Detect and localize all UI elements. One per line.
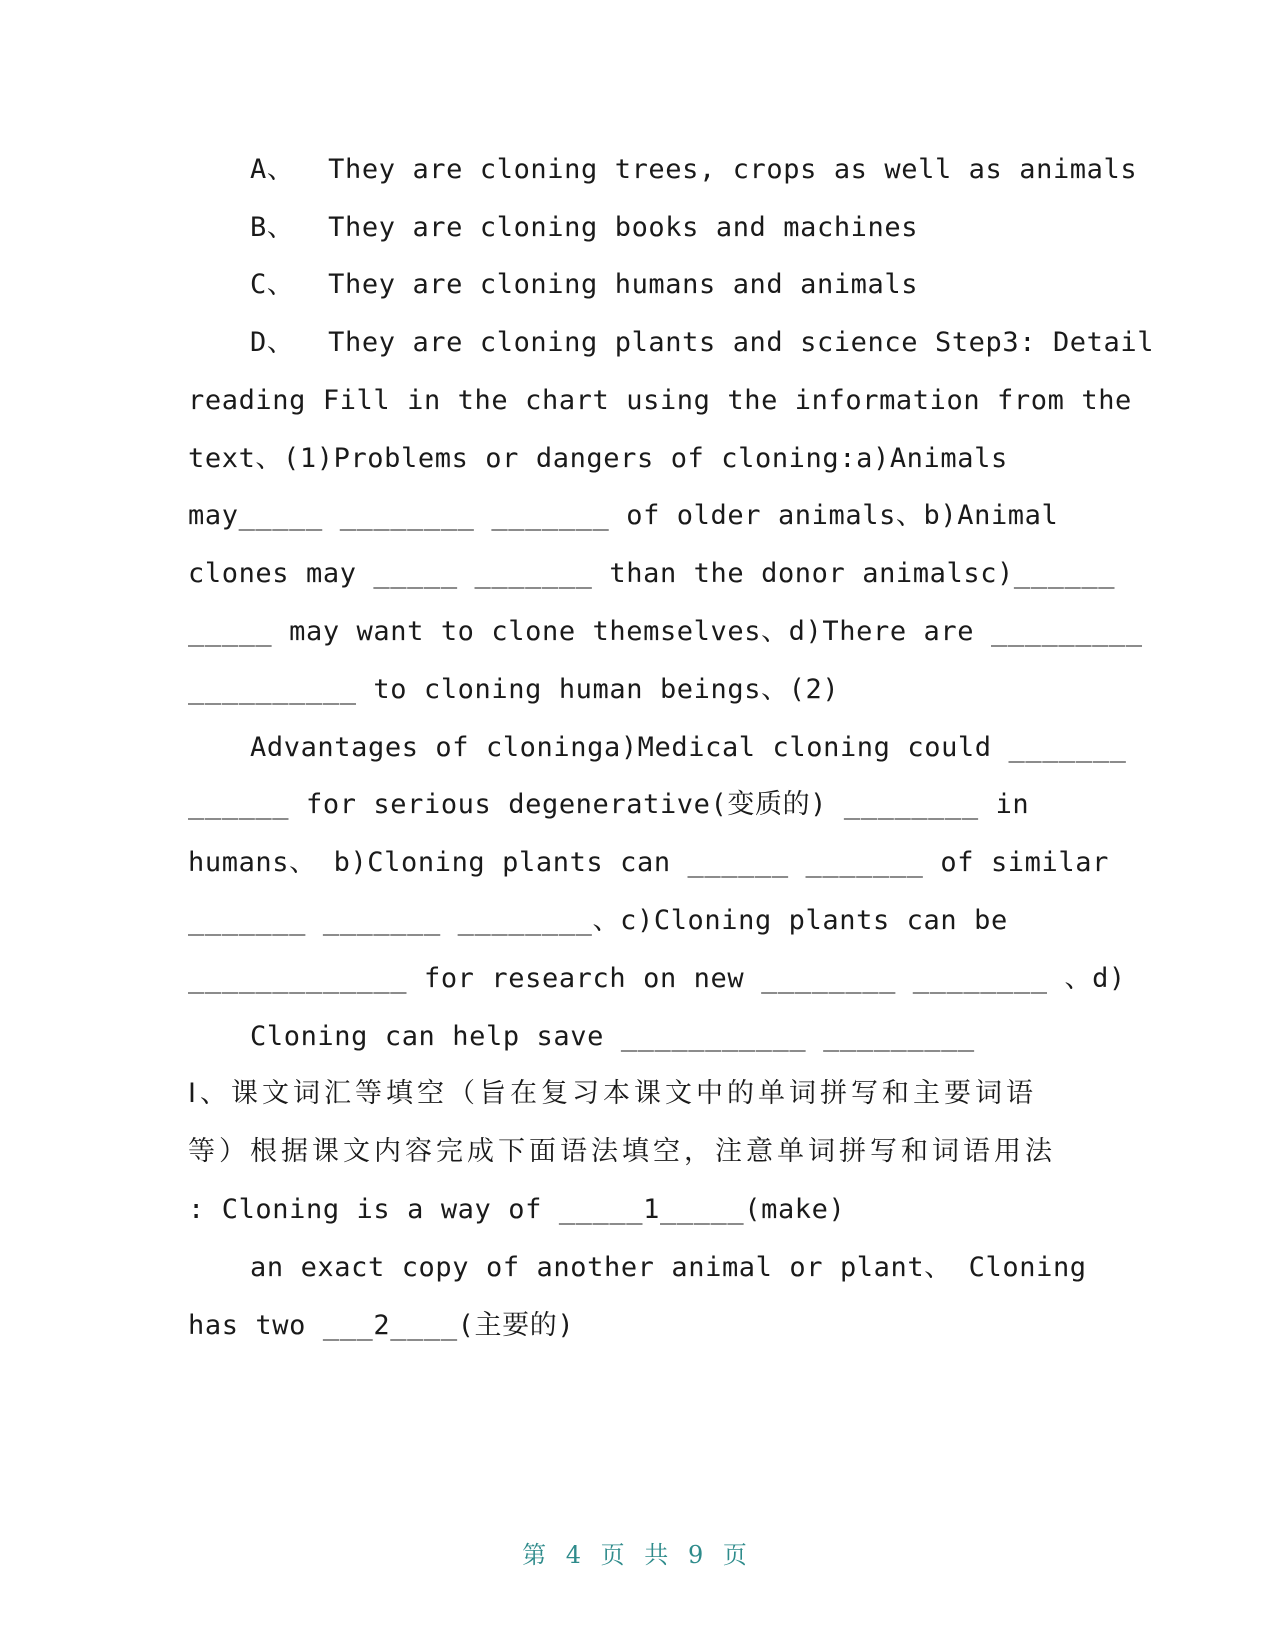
option-c-line: C、 They are cloning humans and animals: [250, 269, 919, 300]
text-line: reading Fill in the chart using the information from the: [188, 385, 1132, 416]
instruction-line: 等）根据课文内容完成下面语法填空，注意单词拼写和词语用法: [188, 1136, 1056, 1167]
text-line: humans、 b)Cloning plants can ______ _______ of similar: [188, 847, 1109, 878]
text-line: text、(1)Problems or dangers of cloning:a)Animals: [188, 443, 1008, 474]
option-d-line: D、 They are cloning plants and science Step3: Detail: [250, 327, 1155, 358]
section-heading-line: Ⅰ、课文词汇等填空（旨在复习本课文中的单词拼写和主要词语: [188, 1078, 1037, 1109]
text-line: __________ to cloning human beings、(2): [188, 674, 840, 705]
text-line: may_____ ________ _______ of older animals、b)Animal: [188, 500, 1059, 531]
text-line: _____________ for research on new ________ ________ 、d): [188, 963, 1126, 994]
text-line: Cloning can help save ___________ _________: [250, 1021, 975, 1052]
option-a-line: A、 They are cloning trees, crops as well as animals: [250, 154, 1138, 185]
text-line: clones may _____ _______ than the donor animalsc)______: [188, 558, 1116, 589]
text-line: _____ may want to clone themselves、d)There are _________: [188, 616, 1143, 647]
text-line: ______ for serious degenerative(变质的) ________ in: [188, 789, 1030, 820]
text-line: _______ _______ ________、c)Cloning plants can be: [188, 905, 1008, 936]
text-line: : Cloning is a way of _____1_____(make): [188, 1194, 846, 1225]
advantages-line: Advantages of cloninga)Medical cloning could _______: [250, 732, 1127, 763]
text-line: has two ___2____(主要的): [188, 1310, 575, 1341]
option-b-line: B、 They are cloning books and machines: [250, 212, 919, 243]
text-line: an exact copy of another animal or plant、 Cloning: [250, 1252, 1087, 1283]
page-number-footer: 第 4 页 共 9 页: [522, 1541, 753, 1569]
